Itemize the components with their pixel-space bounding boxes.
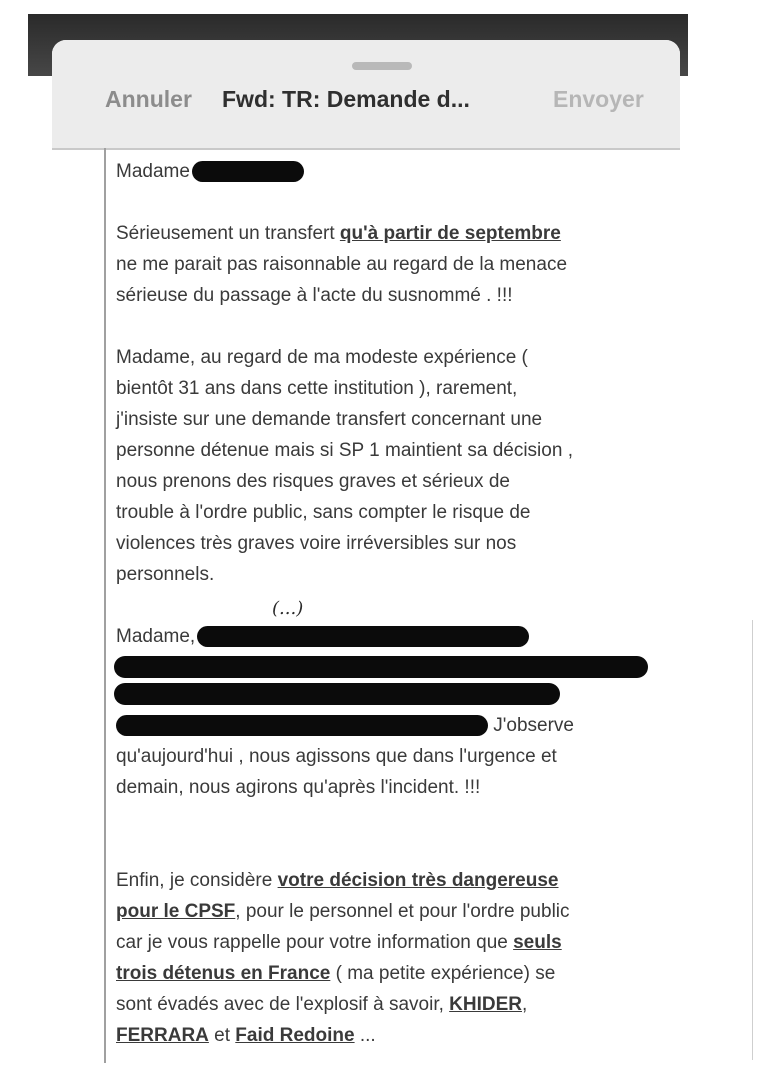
text-line: demain, nous agirons qu'après l'incident. !!! xyxy=(116,777,481,798)
text-line: car je vous rappelle pour votre information que xyxy=(116,932,514,953)
quote-margin-line xyxy=(104,148,106,1063)
underlined-text: qu'à partir de septembre xyxy=(339,223,561,244)
redaction-bar xyxy=(116,715,488,736)
text-line: , xyxy=(522,994,528,1015)
underlined-name: FERRARA xyxy=(116,1025,209,1046)
text-line: ( ma petite expérience) se xyxy=(330,963,556,984)
underlined-name: Faid Redoine xyxy=(235,1025,355,1046)
paragraph-experience xyxy=(116,342,676,590)
scan-edge-line xyxy=(752,620,753,1060)
greeting-madame-2: Madame, xyxy=(116,626,196,647)
handwritten-ellipsis-note: (...) xyxy=(272,598,304,619)
paragraph-transfer xyxy=(116,218,676,311)
text-line: sérieuse du passage à l'acte du susnommé . !!! xyxy=(116,285,513,306)
underlined-text: votre décision très dangereuse xyxy=(277,870,559,891)
paragraph-redacted xyxy=(116,621,676,803)
text-line: Madame, au regard de ma modeste expérience ( xyxy=(116,347,528,368)
text-line: nous prenons des risques graves et sérieux de xyxy=(116,471,510,492)
redaction-bar xyxy=(114,683,560,705)
text-line: ... xyxy=(354,1025,376,1046)
text-line: ne me parait pas raisonnable au regard de la menace xyxy=(116,254,568,275)
redaction-name xyxy=(192,161,304,182)
text-line: J'observe xyxy=(488,715,575,736)
email-body[interactable] xyxy=(116,156,676,1082)
text-line: violences très graves voire irréversibles sur nos xyxy=(116,533,517,554)
greeting-madame: Madame xyxy=(116,161,190,182)
text-line: Sérieusement un transfert xyxy=(116,223,340,244)
text-line: Enfin, je considère xyxy=(116,870,278,891)
text-line: trouble à l'ordre public, sans compter le risque de xyxy=(116,502,531,523)
text-line: personne détenue mais si SP 1 maintient sa décision , xyxy=(116,440,573,461)
text-line: j'insiste sur une demande transfert concernant une xyxy=(116,409,543,430)
sheet-grabber-handle[interactable] xyxy=(352,62,412,70)
email-subject-title: Fwd: TR: Demande d... xyxy=(222,86,470,112)
underlined-text: trois détenus en France xyxy=(116,963,331,984)
text-line: qu'aujourd'hui , nous agissons que dans l'urgence et xyxy=(116,746,557,767)
text-line: , pour le personnel et pour l'ordre public xyxy=(235,901,570,922)
underlined-text: pour le CPSF xyxy=(116,901,236,922)
text-line: sont évadés avec de l'explosif à savoir, xyxy=(116,994,450,1015)
cancel-button[interactable]: Annuler xyxy=(105,86,192,112)
greeting-paragraph xyxy=(116,156,676,187)
send-button[interactable]: Envoyer xyxy=(553,86,644,112)
underlined-name: KHIDER xyxy=(449,994,522,1015)
paragraph-conclusion xyxy=(116,865,676,1051)
redaction-bar xyxy=(197,626,529,647)
underlined-text: seuls xyxy=(513,932,562,953)
redaction-bar xyxy=(114,656,648,678)
text-line: bientôt 31 ans dans cette institution ), rarement, xyxy=(116,378,518,399)
text-line: personnels. xyxy=(116,564,215,585)
text-line: et xyxy=(208,1025,236,1046)
